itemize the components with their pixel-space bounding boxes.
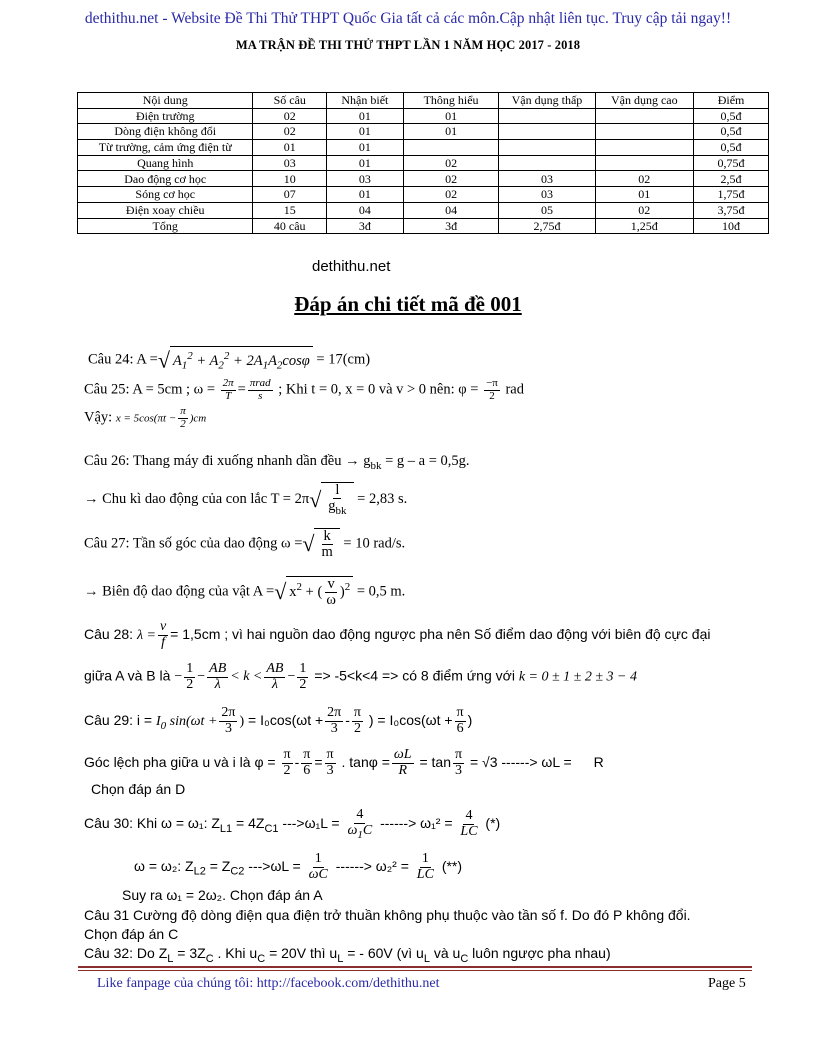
q30-text-b5: (**) bbox=[441, 857, 463, 874]
q29-tan-text: . tanφ = bbox=[341, 753, 390, 770]
q32-text: Câu 32: Do Z bbox=[84, 945, 168, 961]
sqrt-symbol: √ bbox=[274, 579, 287, 605]
table-cell: 02 bbox=[253, 108, 327, 124]
q29-line-2: Góc lệch pha giữa u và i là φ = $\frac{\pi}{2}$ - $\frac{\pi}{6}$ = $\frac{\pi}{3}$ . tanφ = $\frac{\omega L}{R}$ = tan $\frac{\pi}{3}$ = √3 ------> ωL = R bbox=[84, 747, 604, 778]
page-number: Page 5 bbox=[708, 976, 746, 991]
table-cell: 02 bbox=[403, 171, 499, 187]
q29-choose: Chọn đáp án D bbox=[91, 781, 186, 797]
q28-label: Câu 28: bbox=[84, 625, 134, 642]
table-cell: 01 bbox=[327, 155, 404, 171]
q25-omega-fraction-2: $\frac{\text{πrad}}{s}$ bbox=[249, 377, 271, 402]
column-header: Điểm bbox=[694, 93, 769, 109]
q27-line-2 bbox=[84, 576, 405, 608]
q26-radicand: $\frac{l}{g_{bk}}$ bbox=[321, 482, 353, 518]
q28-between: giữa A và B là bbox=[84, 667, 171, 684]
table-row bbox=[78, 202, 769, 218]
q30-text-b: ω = ω₂: Z bbox=[134, 857, 194, 874]
q29-result: = √3 ------> ωL = bbox=[469, 753, 572, 770]
table-cell: 10đ bbox=[694, 218, 769, 234]
table-cell: 03 bbox=[499, 187, 595, 203]
table-cell: Điện trường bbox=[78, 108, 253, 124]
q32-text: = - 60V (vì u bbox=[343, 945, 424, 961]
table-cell: 02 bbox=[595, 202, 694, 218]
q30-text-a2: = 4Z bbox=[232, 815, 265, 832]
table-cell: Dao động cơ học bbox=[78, 171, 253, 187]
q28-line-2 bbox=[84, 662, 637, 692]
q32-sub: L bbox=[423, 952, 430, 965]
table-cell: 15 bbox=[253, 202, 327, 218]
table-cell bbox=[403, 140, 499, 156]
sqrt-symbol: √ bbox=[302, 531, 315, 557]
table-cell bbox=[595, 108, 694, 124]
q26-line-2 bbox=[84, 482, 407, 518]
table-row bbox=[78, 171, 769, 187]
q28-line-1: Câu 28: λ = $\frac{v}{f}$ = 1,5cm ; vì hai nguồn dao động ngược pha nên Số điểm dao động với biên độ cực đại bbox=[84, 619, 711, 650]
table-cell: 01 bbox=[595, 187, 694, 203]
table-cell bbox=[595, 124, 694, 140]
table-cell: 3đ bbox=[403, 218, 499, 234]
q27-line-1 bbox=[84, 528, 405, 560]
q27-amplitude-radicand: $x^2$ + ( $\frac{v}{\omega}$ )$^2$ bbox=[286, 576, 353, 608]
q28-lambda-fraction: $\frac{v}{f}$ bbox=[159, 619, 167, 650]
q32-sub: L bbox=[337, 952, 344, 965]
table-cell: 1,75đ bbox=[694, 187, 769, 203]
table-cell bbox=[499, 108, 595, 124]
q25-xeq: x = 5cos(πt − bbox=[115, 412, 177, 425]
q30-sub: C2 bbox=[230, 865, 245, 878]
q26-text: Câu 26: Thang máy đi xuống nhanh dần đều → g bbox=[84, 453, 371, 469]
table-cell bbox=[595, 140, 694, 156]
q32-text: luôn ngược pha nhau) bbox=[468, 945, 611, 961]
column-header: Số câu bbox=[253, 93, 327, 109]
table-cell: 02 bbox=[253, 124, 327, 140]
q30-conclusion: Suy ra ω₁ = 2ω₂. Chọn đáp án A bbox=[122, 887, 323, 903]
q27-radicand: $\frac{k}{m}$ bbox=[314, 528, 339, 560]
table-cell: Quang hình bbox=[78, 155, 253, 171]
table-cell: 3đ bbox=[327, 218, 404, 234]
table-cell: 02 bbox=[595, 171, 694, 187]
q31-line-1: Câu 31 Cường độ dòng điện qua điện trở thuần không phụ thuộc vào tần số f. Do đó P không đổi. bbox=[84, 907, 691, 923]
table-cell: 03 bbox=[327, 171, 404, 187]
table-row bbox=[78, 124, 769, 140]
footer-divider bbox=[78, 970, 752, 971]
table-cell: 01 bbox=[327, 187, 404, 203]
q26-line-1 bbox=[84, 452, 470, 475]
table-cell: 0,5đ bbox=[694, 108, 769, 124]
q28-text: = 1,5cm ; vì hai nguồn dao động ngược pha nên Số điểm dao động với biên độ cực đại bbox=[170, 625, 711, 642]
q24-rhs: = 17(cm) bbox=[316, 351, 371, 368]
table-cell: 3,75đ bbox=[694, 202, 769, 218]
table-cell: 01 bbox=[327, 108, 404, 124]
table-cell: 0,5đ bbox=[694, 124, 769, 140]
table-cell: 10 bbox=[253, 171, 327, 187]
q25-xend: )cm bbox=[189, 412, 207, 425]
table-cell: 2,5đ bbox=[694, 171, 769, 187]
table-cell: 01 bbox=[403, 108, 499, 124]
table-cell: 01 bbox=[403, 124, 499, 140]
table-body bbox=[78, 108, 769, 234]
table-header-row bbox=[78, 93, 769, 109]
q26-sub: bk bbox=[370, 459, 382, 472]
table-cell: Dòng điện không đổi bbox=[78, 124, 253, 140]
sqrt-symbol: √ bbox=[309, 486, 322, 512]
footer-fanpage-link[interactable]: Like fanpage của chúng tôi: http://facebook.com/dethithu.net bbox=[97, 976, 440, 991]
q30-sub: L1 bbox=[219, 823, 233, 836]
exam-matrix-table bbox=[77, 92, 769, 234]
table-row bbox=[78, 187, 769, 203]
q30-text-b4: ------> ω₂² = bbox=[335, 857, 409, 874]
table-cell: Điện xoay chiều bbox=[78, 202, 253, 218]
q29-r: R bbox=[593, 753, 604, 770]
q32-sub: C bbox=[205, 952, 214, 965]
footer-divider bbox=[78, 966, 752, 968]
table-cell: Tổng bbox=[78, 218, 253, 234]
q24-lhs: A = bbox=[136, 351, 158, 368]
site-label: dethithu.net bbox=[312, 258, 391, 275]
q27-amplitude-end: = 0,5 m. bbox=[356, 583, 406, 600]
q25-vay: Vậy: bbox=[84, 409, 113, 426]
column-header: Nội dung bbox=[78, 93, 253, 109]
page-title: MA TRẬN ĐỀ THI THỬ THPT LẦN 1 NĂM HỌC 2017 - 2018 bbox=[235, 38, 581, 52]
q29-tan2: = tan bbox=[419, 753, 451, 770]
table-cell: 0,75đ bbox=[694, 155, 769, 171]
table-cell bbox=[499, 140, 595, 156]
q32-sub: C bbox=[460, 952, 469, 965]
q25-omega-fraction-1: $\frac{2\pi}{T}$ bbox=[222, 377, 234, 402]
q28-result: => -5<k<4 => có 8 điểm ứng với bbox=[314, 667, 515, 684]
q27-text-end: = 10 rad/s. bbox=[343, 535, 406, 552]
q25-line: Câu 25: A = 5cm ; ω = $\frac{2\pi}{T}$ = $\frac{\text{πrad}}{s}$ ; Khi t = 0, x = 0 và v > 0 nên: φ = $\frac{-\pi}{2}$ rad bbox=[84, 377, 524, 402]
table-cell: Sóng cơ học bbox=[78, 187, 253, 203]
table-cell: 05 bbox=[499, 202, 595, 218]
q26-text-end: = g – a = 0,5g. bbox=[381, 453, 470, 469]
q30-text-a3: --->ω₁L = bbox=[278, 815, 340, 832]
table-cell: 0,5đ bbox=[694, 140, 769, 156]
column-header: Vận dụng cao bbox=[595, 93, 694, 109]
q25-result-line bbox=[84, 406, 206, 430]
q30-text-b3: --->ωL = bbox=[244, 857, 301, 874]
table-cell: 03 bbox=[499, 171, 595, 187]
q30-sub: C1 bbox=[264, 823, 279, 836]
q30-text-a4: ------> ω₁² = bbox=[380, 815, 453, 832]
table-row bbox=[78, 218, 769, 234]
q28-k-values: k = 0 ± 1 ± 2 ± 3 − 4 bbox=[518, 669, 637, 685]
q25-unit: rad bbox=[505, 381, 524, 398]
table-cell: 07 bbox=[253, 187, 327, 203]
table-cell: 2,75đ bbox=[499, 218, 595, 234]
q30-text-a5: (*) bbox=[485, 815, 501, 832]
q32-line bbox=[84, 944, 611, 968]
q32-sub: L bbox=[167, 952, 174, 965]
q31-line-2: Chọn đáp án C bbox=[84, 926, 179, 942]
column-header: Vận dụng thấp bbox=[499, 93, 595, 109]
q29-label: Câu 29: i = bbox=[84, 711, 153, 728]
q27-text: Câu 27: Tần số góc của dao động ω = bbox=[84, 535, 303, 552]
table-cell: 01 bbox=[327, 124, 404, 140]
q32-sub: C bbox=[257, 952, 266, 965]
column-header: Thông hiểu bbox=[403, 93, 499, 109]
table-cell: 01 bbox=[253, 140, 327, 156]
table-cell: 40 câu bbox=[253, 218, 327, 234]
q24-radicand: $A_1^2 + A_2^2 + 2A_1A_2\cos\varphi$ bbox=[170, 346, 313, 375]
q32-text: và u bbox=[429, 945, 461, 961]
table-cell: 1,25đ bbox=[595, 218, 694, 234]
table-cell: Từ trường, cảm ứng điện từ bbox=[78, 140, 253, 156]
q29-phase-text: Góc lệch pha giữa u và i là φ = bbox=[84, 753, 276, 770]
q32-text: . Khi u bbox=[213, 945, 258, 961]
table-cell: 02 bbox=[403, 155, 499, 171]
q24-label: Câu 24: bbox=[88, 351, 134, 368]
table-row bbox=[78, 140, 769, 156]
q30-sub: L2 bbox=[193, 865, 206, 878]
q30-text-a: Câu 30: Khi ω = ω₁: Z bbox=[84, 815, 220, 832]
table-cell bbox=[499, 155, 595, 171]
header-banner-link[interactable]: dethithu.net - Website Đề Thi Thử THPT Quốc Gia tất cả các môn.Cập nhật liên tục. Truy cập tải ngay!! bbox=[84, 10, 732, 27]
q30-line-1: Câu 30: Khi ω = ω₁: $Z_{L1} = 4Z_{C1}$ --->ω₁L = $\frac{4}{\omega_1C}$ ------> ω₁² = $\frac{4}{LC}$ (*) bbox=[84, 807, 501, 841]
table-cell: 04 bbox=[327, 202, 404, 218]
q26-period-text: → Chu kì dao động của con lắc T = 2π bbox=[84, 491, 310, 508]
q32-text: = 20V thì u bbox=[265, 945, 338, 961]
q25-label: Câu 25: A = 5cm ; ω = bbox=[84, 381, 216, 398]
q30-text-b2: = Z bbox=[205, 857, 231, 874]
table-row bbox=[78, 108, 769, 124]
sqrt-symbol: √ bbox=[157, 347, 170, 373]
q26-period-end: = 2,83 s. bbox=[357, 491, 408, 508]
table-cell: 04 bbox=[403, 202, 499, 218]
q25-phi-fraction: $\frac{-\pi}{2}$ bbox=[486, 377, 498, 402]
q25-x-fraction: $\frac{\pi}{2}$ bbox=[180, 405, 186, 430]
column-header: Nhận biết bbox=[327, 93, 404, 109]
q29-line-1: Câu 29: $i = I_0$ sin(ωt + $\frac{2\pi}{3}$ ) = I₀cos(ωt + $\frac{2\pi}{3}$ - $\frac{\pi}{2}$ ) = I₀cos(ωt + $\frac{\pi}{6}$ ) bbox=[84, 705, 473, 736]
q25-mid: ; Khi t = 0, x = 0 và v > 0 nên: φ = bbox=[278, 381, 479, 398]
q32-text: = 3Z bbox=[173, 945, 206, 961]
table-cell bbox=[499, 124, 595, 140]
q30-line-2: ω = ω₂: $Z_{L2} = Z_{C2}$ --->ωL = $\frac{1}{\omega C}$ ------> ω₂² = $\frac{1}{LC}$ (**) bbox=[134, 851, 463, 882]
q29-cos2: ) = I₀cos(ωt + bbox=[368, 711, 453, 728]
q28-inequality: − $\frac{1}{2}$ − $\frac{AB}{\lambda}$ < k < $\frac{AB}{\lambda}$ − $\frac{1}{2}$ bbox=[174, 661, 307, 692]
q24-line bbox=[88, 346, 370, 375]
table-cell: 02 bbox=[403, 187, 499, 203]
answers-title: Đáp án chi tiết mã đề 001 bbox=[294, 292, 522, 316]
table-cell: 03 bbox=[253, 155, 327, 171]
table-row bbox=[78, 155, 769, 171]
q27-amplitude-text: → Biên độ dao động của vật A = bbox=[84, 583, 275, 600]
table-cell bbox=[595, 155, 694, 171]
table-cell: 01 bbox=[327, 140, 404, 156]
q29-cos1: = I₀cos(ωt + bbox=[248, 711, 324, 728]
